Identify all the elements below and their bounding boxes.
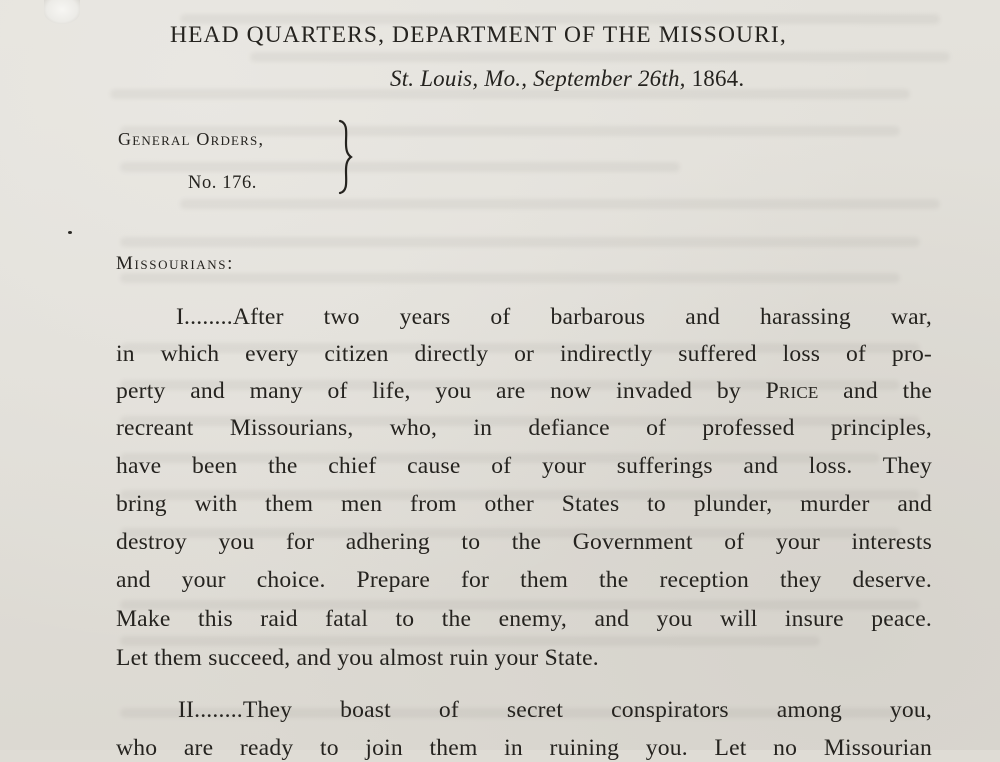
dateline-place: St. Louis, Mo., — [390, 66, 528, 91]
paragraph-1-line-6: bring with them men from other States to plunder, murder and — [116, 491, 932, 517]
paragraph-1-line-1: I........After two years of barbarous and harassing war, — [176, 304, 932, 330]
line-3-after: and the — [818, 378, 932, 404]
curly-brace-icon — [336, 119, 354, 195]
name-price: Price — [765, 378, 819, 404]
paragraph-1-line-2: in which every citizen directly or indirectly suffered loss of pro- — [116, 341, 932, 367]
paragraph-1-line-10: Let them succeed, and you almost ruin your State. — [116, 645, 599, 671]
salutation: Missourians: — [116, 253, 234, 274]
paragraph-1-line-4: recreant Missourians, who, in defiance of professed principles, — [116, 415, 932, 441]
paragraph-2-line-1: II........They boast of secret conspirators among you, — [178, 697, 932, 723]
paragraph-1-line-8: and your choice. Prepare for them the reception they deserve. — [116, 567, 932, 593]
paragraph-1-line-9: Make this raid fatal to the enemy, and you will insure peace. — [116, 606, 932, 632]
ink-speck — [68, 231, 72, 234]
paragraph-1-line-5: have been the chief cause of your sufferings and loss. They — [116, 453, 932, 479]
headquarters-heading: HEAD QUARTERS, DEPARTMENT OF THE MISSOURI, — [170, 22, 787, 48]
paragraph-1-line-7: destroy you for adhering to the Government of your interests — [116, 529, 932, 555]
dateline-day: September 26th, — [533, 66, 686, 91]
general-orders-label: General Orders, — [118, 129, 265, 149]
order-number: No. 176. — [188, 173, 258, 193]
dateline-year: 1864. — [691, 66, 745, 91]
punch-hole — [44, 0, 80, 24]
paragraph-1-line-3 — [116, 378, 932, 405]
dateline — [390, 66, 744, 92]
line-3-before: perty and many of life, you are now invaded by — [116, 378, 766, 404]
paragraph-2-line-2: who are ready to join them in ruining you. Let no Missourian — [116, 735, 932, 761]
